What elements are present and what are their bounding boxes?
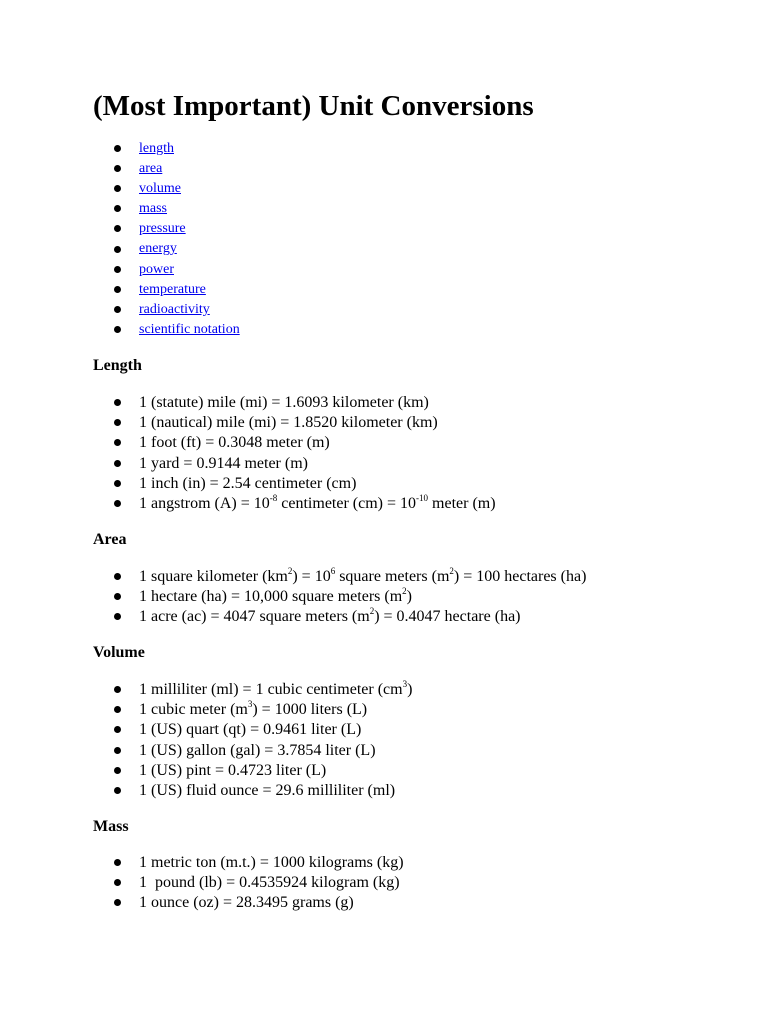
list-item: 1 (statute) mile (mi) = 1.6093 kilometer (km) <box>93 393 496 413</box>
bullet-icon <box>114 266 121 273</box>
bullet-icon <box>114 686 121 693</box>
toc-item-pressure <box>93 219 240 239</box>
toc-link-power[interactable]: power <box>139 261 174 277</box>
toc-item-length <box>93 139 240 159</box>
toc-link-area[interactable]: area <box>139 161 163 177</box>
bullet-icon <box>114 246 121 253</box>
bullet-icon <box>114 399 121 406</box>
bullet-icon <box>114 767 121 774</box>
length-conversions-list <box>93 393 496 514</box>
toc-link-pressure[interactable]: pressure <box>139 221 186 237</box>
bullet-icon <box>114 306 121 313</box>
bullet-icon <box>114 706 121 713</box>
list-item: 1 foot (ft) = 0.3048 meter (m) <box>93 433 496 453</box>
toc-item-power <box>93 260 240 280</box>
bullet-icon <box>114 787 121 794</box>
bullet-icon <box>114 145 121 152</box>
list-item: 1 (US) pint = 0.4723 liter (L) <box>93 761 412 781</box>
table-of-contents <box>93 139 240 340</box>
toc-link-mass[interactable]: mass <box>139 201 167 217</box>
toc-link-scientific-notation[interactable]: scientific notation <box>139 321 240 337</box>
toc-item-temperature <box>93 280 240 300</box>
list-item: 1 ounce (oz) = 28.3495 grams (g) <box>93 893 404 913</box>
bullet-icon <box>114 165 121 172</box>
bullet-icon <box>114 593 121 600</box>
area-conversions-list <box>93 567 586 628</box>
bullet-icon <box>114 899 121 906</box>
list-item: 1 metric ton (m.t.) = 1000 kilograms (kg) <box>93 853 404 873</box>
toc-item-energy <box>93 239 240 259</box>
mass-conversions-list <box>93 853 404 914</box>
bullet-icon <box>114 859 121 866</box>
bullet-icon <box>114 205 121 212</box>
page-title: (Most Important) Unit Conversions <box>93 90 534 122</box>
bullet-icon <box>114 326 121 333</box>
bullet-icon <box>114 439 121 446</box>
list-item: 1 pound (lb) = 0.4535924 kilogram (kg) <box>93 873 404 893</box>
list-item: 1 milliliter (ml) = 1 cubic centimeter $(cm^3)$ <box>93 680 412 700</box>
bullet-icon <box>114 460 121 467</box>
toc-item-mass <box>93 199 240 219</box>
list-item: 1 inch (in) = 2.54 centimeter (cm) <box>93 474 496 494</box>
bullet-icon <box>114 185 121 192</box>
list-item: 1 acre (ac) = 4047 square meters $(m^2) = 0.4047$ hectare (ha) <box>93 607 586 627</box>
section-heading-mass: Mass <box>93 818 129 835</box>
volume-conversions-list <box>93 680 412 801</box>
bullet-icon <box>114 286 121 293</box>
toc-link-length[interactable]: length <box>139 141 174 156</box>
toc-link-energy[interactable]: energy <box>139 241 177 257</box>
list-item: 1 angstrom $(A) = 10^{-8}$ centimeter $(cm) = 10^{-10}$ meter (m) <box>93 494 496 514</box>
list-item: 1 (US) fluid ounce = 29.6 milliliter (ml) <box>93 781 412 801</box>
list-item: 1 (US) quart (qt) = 0.9461 liter (L) <box>93 720 412 740</box>
bullet-icon <box>114 419 121 426</box>
section-heading-length: Length <box>93 357 142 374</box>
bullet-icon <box>114 747 121 754</box>
list-item: 1 (nautical) mile (mi) = 1.8520 kilometer (km) <box>93 413 496 433</box>
bullet-icon <box>114 573 121 580</box>
list-item: 1 square kilometer $(km^2) = 10^6$ square meters $(m^2) = 100$ hectares (ha) <box>93 567 586 587</box>
section-heading-volume: Volume <box>93 644 145 661</box>
list-item: 1 yard = 0.9144 meter (m) <box>93 454 496 474</box>
bullet-icon <box>114 726 121 733</box>
toc-link-temperature[interactable]: temperature <box>139 281 206 297</box>
list-item: 1 hectare (ha) = 10,000 square meters $(m^2)$ <box>93 587 586 607</box>
toc-link-radioactivity[interactable]: radioactivity <box>139 301 210 317</box>
toc-item-radioactivity <box>93 300 240 320</box>
list-item: 1 cubic meter $(m^3) = 1000$ liters (L) <box>93 700 412 720</box>
toc-link-volume[interactable]: volume <box>139 181 181 197</box>
bullet-icon <box>114 500 121 507</box>
bullet-icon <box>114 613 121 620</box>
toc-item-area <box>93 159 240 179</box>
toc-item-volume <box>93 179 240 199</box>
bullet-icon <box>114 480 121 487</box>
toc-item-scientific-notation <box>93 320 240 340</box>
bullet-icon <box>114 225 121 232</box>
bullet-icon <box>114 879 121 886</box>
list-item: 1 (US) gallon (gal) = 3.7854 liter (L) <box>93 741 412 761</box>
section-heading-area: Area <box>93 531 127 548</box>
